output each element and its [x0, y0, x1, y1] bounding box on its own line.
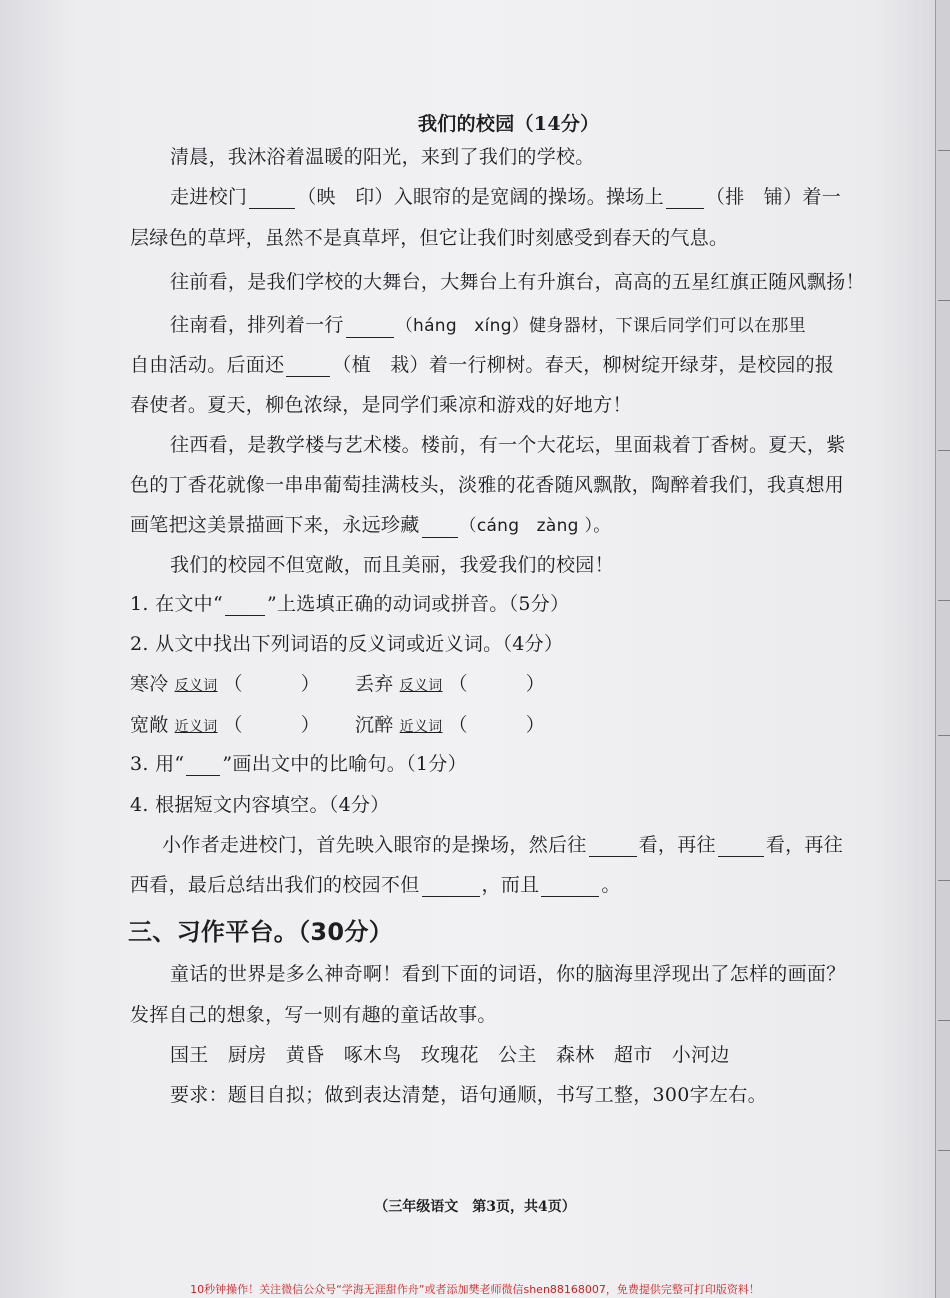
fill-blank[interactable] — [589, 856, 637, 857]
edge-tick — [938, 450, 950, 451]
edge-tick — [938, 1020, 950, 1021]
section-3-heading: 三、习作平台。（30分） — [128, 918, 393, 946]
edge-tick — [938, 600, 950, 601]
edge-tick — [938, 300, 950, 301]
edge-tick — [938, 1150, 950, 1151]
passage-paragraph-4-line-3: 春使者。夏天，柳色浓绿，是同学们乘凉和游戏的好地方！ — [130, 394, 632, 416]
passage-paragraph-1: 清晨，我沐浴着温暖的阳光，来到了我们的学校。 — [170, 146, 595, 168]
fill-blank[interactable] — [346, 337, 394, 338]
passage-paragraph-2-line-1: 走进校门 （映 印）入眼帘的是宽阔的操场。操场上 （排 铺）着一 — [170, 186, 842, 208]
passage-paragraph-6: 我们的校园不但宽敞，而且美丽，我爱我们的校园！ — [170, 554, 614, 576]
passage-title: 我们的校园（14分） — [418, 113, 600, 135]
edge-tick — [938, 150, 950, 151]
passage-paragraph-2-line-2: 层绿色的草坪，虽然不是真草坪，但它让我们时刻感受到春天的气息。 — [130, 227, 729, 249]
answer-field[interactable]: （ ） — [448, 714, 546, 736]
question-4: 4. 根据短文内容填空。（4分） — [130, 794, 390, 816]
passage-paragraph-5-line-3: 画笔把这美景描画下来，永远珍藏 （cáng zàng ）。 — [130, 514, 611, 536]
fill-blank[interactable] — [286, 376, 330, 377]
fill-blank[interactable] — [422, 896, 480, 897]
binding-edge — [935, 0, 950, 1298]
sample-blank — [225, 615, 265, 616]
writing-prompt-line-1: 童话的世界是多么神奇啊！看到下面的词语，你的脑海里浮现出了怎样的画面？ — [170, 963, 846, 985]
fill-blank[interactable] — [422, 537, 458, 538]
question-4-line-1: 小作者走进校门，首先映入眼帘的是操场，然后往 看，再往 看，再往 — [162, 834, 844, 856]
writing-requirements: 要求：题目自拟；做到表达清楚，语句通顺，书写工整，300字左右。 — [170, 1084, 767, 1106]
word-row-1b: 丢弃 反义词 （ ） — [355, 673, 546, 695]
question-1: 1. 在文中“ ”上选填正确的动词或拼音。（5分） — [130, 593, 570, 615]
answer-field[interactable]: （ ） — [223, 714, 321, 736]
writing-prompt-line-2: 发挥自己的想象，写一则有趣的童话故事。 — [130, 1004, 497, 1026]
passage-paragraph-3: 往前看，是我们学校的大舞台，大舞台上有升旗台，高高的五星红旗正随风飘扬！ — [170, 271, 865, 293]
page-footer: （三年级语文 第3页，共4页） — [374, 1199, 576, 1215]
question-4-line-2: 西看，最后总结出我们的校园不但 ，而且 。 — [130, 874, 621, 896]
sample-blank — [186, 775, 220, 776]
word-row-1: 寒冷 反义词 （ ） — [130, 673, 321, 695]
question-3: 3. 用“ ”画出文中的比喻句。（1分） — [130, 753, 467, 775]
question-2: 2. 从文中找出下列词语的反义词或近义词。（4分） — [130, 633, 564, 655]
passage-paragraph-4-line-2: 自由活动。后面还 （植 栽）着一行柳树。春天，柳树绽开绿芽，是校园的报 — [130, 354, 835, 376]
passage-paragraph-5-line-2: 色的丁香花就像一串串葡萄挂满枝头，淡雅的花香随风飘散，陶醉着我们，我真想用 — [130, 474, 845, 496]
fill-blank[interactable] — [718, 856, 764, 857]
word-list: 国王 厨房 黄昏 啄木鸟 玫瑰花 公主 森林 超市 小河边 — [170, 1044, 730, 1066]
edge-tick — [938, 880, 950, 881]
answer-field[interactable]: （ ） — [223, 673, 321, 695]
word-row-2b: 沉醉 近义词 （ ） — [355, 714, 546, 736]
passage-paragraph-4-line-1: 往南看，排列着一行 （háng xíng）健身器材，下课后同学们可以在那里 — [170, 314, 806, 336]
fill-blank[interactable] — [541, 896, 599, 897]
passage-paragraph-5-line-1: 往西看，是教学楼与艺术楼。楼前，有一个大花坛，里面栽着丁香树。夏天，紫 — [170, 434, 846, 456]
fill-blank[interactable] — [249, 208, 295, 209]
promo-banner: 10秒钟操作！关注微信公众号“学海无涯甜作舟”或者添加樊老师微信shen88168007，免费提供完整可打印版资料！ — [190, 1283, 760, 1296]
fill-blank[interactable] — [666, 208, 704, 209]
answer-field[interactable]: （ ） — [448, 673, 546, 695]
edge-tick — [938, 735, 950, 736]
word-row-2: 宽敞 近义词 （ ） — [130, 714, 321, 736]
